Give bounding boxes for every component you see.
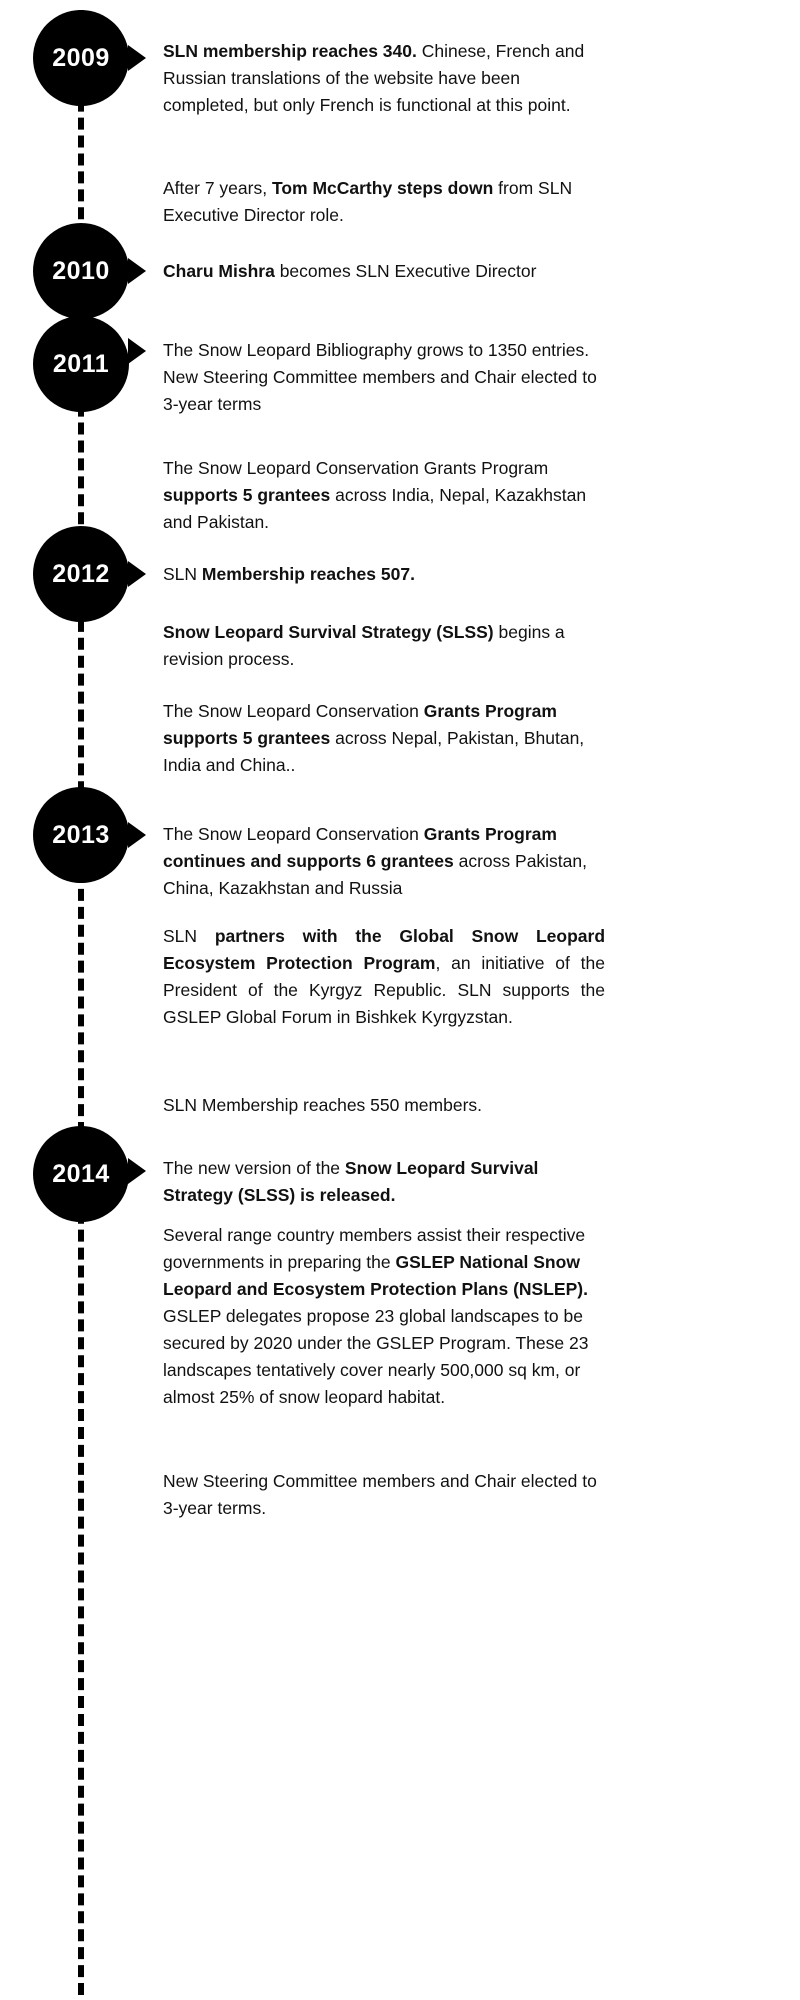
timeline-entry-text: [163, 258, 605, 285]
timeline-entry-paragraph: The Snow Leopard Conservation Grants Program supports 5 grantees across India, Nepal, Kazakhstan and Pakistan.: [163, 458, 587, 532]
timeline-entry-paragraph: SLN Membership reaches 550 members.: [163, 1095, 483, 1115]
timeline-entry-text: [163, 1468, 605, 1522]
timeline-year-node[interactable]: [33, 526, 129, 622]
timeline-year-label: 2009: [52, 43, 110, 72]
timeline-arrow-icon: [128, 258, 146, 284]
timeline-entry-text: [163, 923, 605, 1031]
timeline-entry-paragraph: Several range country members assist their respective governments in preparing the GSLEP National Snow Leopard and Ecosystem Protection Plans (NSLEP). GSLEP delegates propose 23 global landscapes to be secured by 2020 under the GSLEP Program. These 23 landscapes tentatively cover nearly 500,000 sq km, or almost 25% of snow leopard habitat.: [163, 1225, 589, 1407]
timeline-entry-paragraph: SLN Membership reaches 507.: [163, 564, 415, 584]
timeline-year-node[interactable]: [33, 787, 129, 883]
timeline-year-node[interactable]: [33, 1126, 129, 1222]
timeline-entry-paragraph: Snow Leopard Survival Strategy (SLSS) begins a revision process.: [163, 622, 565, 669]
timeline-entry-text: [163, 1155, 605, 1209]
timeline-arrow-icon: [128, 822, 146, 848]
timeline-arrow-icon: [128, 45, 146, 71]
timeline-year-label: 2011: [52, 349, 110, 378]
timeline-entry-paragraph: The Snow Leopard Bibliography grows to 1350 entries. New Steering Committee members and Chair elected to 3-year terms: [163, 340, 597, 414]
timeline-entry-text: [163, 175, 605, 229]
timeline-entry-text: [163, 1092, 605, 1119]
timeline-year-label: 2012: [52, 559, 110, 588]
timeline-entry-paragraph: New Steering Committee members and Chair elected to 3-year terms.: [163, 1471, 597, 1518]
timeline-year-label: 2014: [52, 1159, 110, 1188]
timeline-entry-paragraph: Charu Mishra becomes SLN Executive Director: [163, 261, 537, 281]
timeline-arrow-icon: [128, 1158, 146, 1184]
timeline-entry-text: [163, 38, 605, 119]
timeline-entry-text: [163, 698, 605, 779]
timeline-entry-text: [163, 337, 605, 418]
timeline-entry-text: [163, 561, 605, 588]
timeline-arrow-icon: [128, 561, 146, 587]
timeline-entry-paragraph: After 7 years, Tom McCarthy steps down from SLN Executive Director role.: [163, 178, 573, 225]
timeline-year-node[interactable]: [33, 316, 129, 412]
timeline-entry-paragraph: The new version of the Snow Leopard Survival Strategy (SLSS) is released.: [163, 1158, 539, 1205]
timeline-year-label: 2010: [52, 256, 110, 285]
timeline-entry-text: [163, 619, 605, 673]
timeline-entry-paragraph: SLN membership reaches 340. Chinese, French and Russian translations of the website have been completed, but only French is functional at this point.: [163, 41, 585, 115]
timeline-entry-text: [163, 455, 605, 536]
timeline-entry-paragraph: SLN partners with the Global Snow Leopard Ecosystem Protection Program, an initiative of the President of the Kyrgyz Republic. SLN supports the GSLEP Global Forum in Bishkek Kyrgyzstan.: [163, 926, 606, 1027]
timeline-entry-text: [163, 1222, 605, 1411]
timeline-entry-paragraph: The Snow Leopard Conservation Grants Program supports 5 grantees across Nepal, Pakistan, Bhutan, India and China..: [163, 701, 585, 775]
timeline-year-node[interactable]: [33, 10, 129, 106]
timeline-year-label: 2013: [52, 820, 110, 849]
timeline-arrow-icon: [128, 338, 146, 364]
timeline-entry-paragraph: The Snow Leopard Conservation Grants Program continues and supports 6 grantees across Pakistan, China, Kazakhstan and Russia: [163, 824, 587, 898]
timeline-year-node[interactable]: [33, 223, 129, 319]
timeline-entry-text: [163, 821, 605, 902]
